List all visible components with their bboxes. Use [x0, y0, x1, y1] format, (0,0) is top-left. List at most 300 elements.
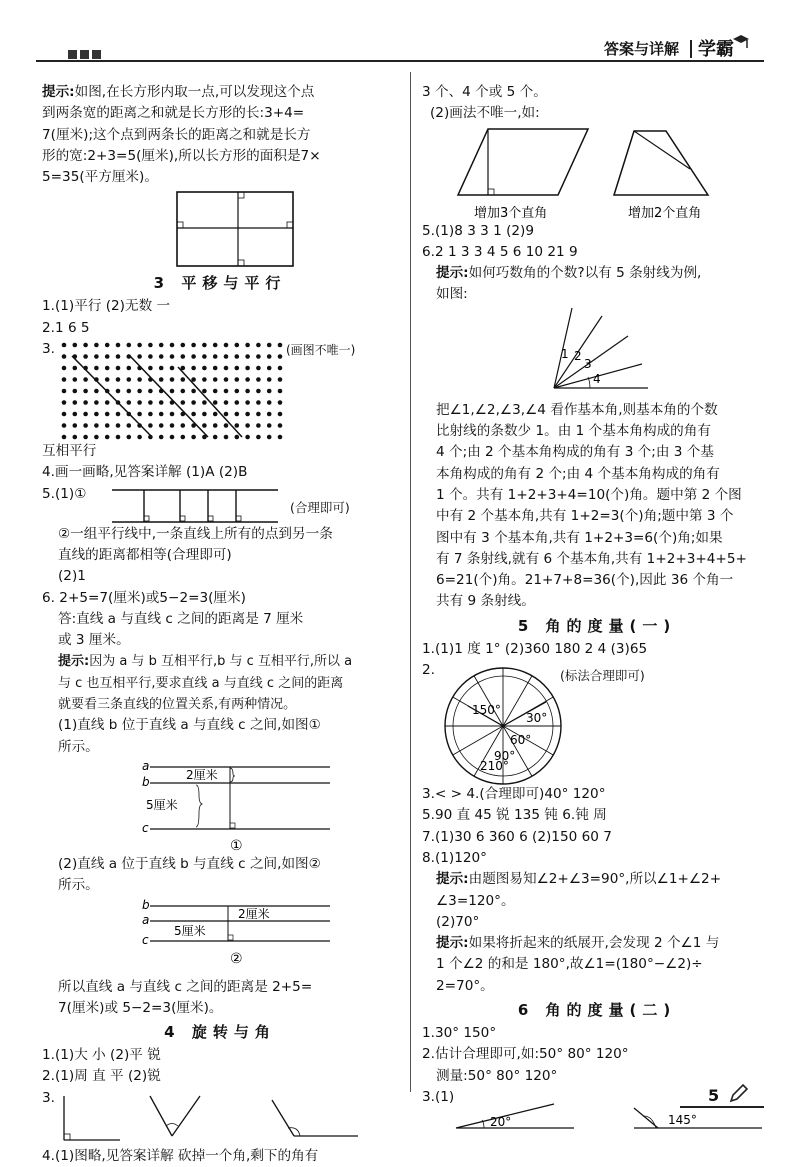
label-b: b [142, 774, 150, 789]
hint-line: 本角构成的角有 2 个;由 4 个基本角构成的角有 [436, 465, 720, 482]
pencil-icon [728, 1084, 748, 1104]
grid-dot [278, 389, 283, 394]
grid-dot [202, 377, 207, 382]
angle-label: 4 [593, 371, 601, 386]
grid-dot [94, 354, 99, 359]
column-divider [410, 72, 411, 1092]
grid-dot [73, 412, 78, 417]
grid-dot [213, 400, 218, 405]
answer-line: 7.(1)30 6 360 6 (2)150 60 7 [422, 828, 612, 845]
grid-dot [256, 343, 261, 348]
protractor-figure [422, 660, 772, 784]
grid-dot [62, 412, 67, 417]
hint-line [42, 651, 398, 672]
hint-line: 共有 9 条射线。 [436, 593, 535, 610]
hint-line: 4 个;由 2 个基本角构成的角有 3 个;由 3 个基 [436, 444, 714, 461]
grid-dot [256, 435, 261, 440]
grid-dot [202, 354, 207, 359]
distance-label: 5厘米 [146, 797, 178, 812]
answer-line: ②一组平行线中,一条直线上所有的点到另一条 [58, 525, 333, 542]
answer-line: 1.(1)大 小 (2)平 锐 [42, 1047, 161, 1064]
grid-dot [181, 389, 186, 394]
grid-dot [83, 389, 88, 394]
grid-dot [191, 377, 196, 382]
grid-dot [213, 377, 218, 382]
grid-dot [267, 423, 272, 428]
grid-dot [278, 366, 283, 371]
grid-dot [83, 354, 88, 359]
angle-label: 3 [584, 356, 592, 371]
label-a: a [142, 912, 150, 927]
grid-dot [278, 377, 283, 382]
grid-dot [148, 343, 153, 348]
grid-dot [127, 377, 132, 382]
angle-drawings [42, 1088, 398, 1146]
grid-dot [105, 400, 110, 405]
square-icon [92, 50, 101, 59]
grid-dot [245, 423, 250, 428]
answer-line: 所示。 [58, 877, 99, 894]
grid-dot [94, 389, 99, 394]
grid-dot [235, 412, 240, 417]
hint-line: 1 个∠2 的和是 180°,故∠1=(180°−∠2)÷ [436, 956, 703, 973]
distance-label: 2厘米 [186, 767, 218, 782]
grid-dot [105, 377, 110, 382]
grid-dot [116, 423, 121, 428]
right-angle-figures [422, 125, 772, 221]
grid-dot [213, 343, 218, 348]
grid-dot [170, 423, 175, 428]
grid-dot [256, 354, 261, 359]
grid-dot [159, 400, 164, 405]
label-a: a [142, 758, 150, 773]
grid-dot [83, 435, 88, 440]
grid-dot [62, 423, 67, 428]
grid-dot [105, 354, 110, 359]
angle-label: 30° [526, 711, 548, 726]
grid-dot [224, 366, 229, 371]
grid-dot [127, 389, 132, 394]
answer-line: 测量:50° 80° 120° [436, 1067, 558, 1084]
hint-text: 因为 a 与 b 互相平行,b 与 c 互相平行,所以 a [89, 654, 353, 670]
angle-label: 210° [480, 759, 509, 774]
figure-caption: 增加2个直角 [628, 205, 702, 221]
label-c: c [142, 932, 149, 947]
grid-dot [127, 343, 132, 348]
hint-text: 如何巧数角的个数?以有 5 条射线为例, [468, 265, 702, 282]
grid-dot [256, 400, 261, 405]
section-title-5: 5 角的度量(一) [517, 616, 677, 635]
grid-dot [235, 366, 240, 371]
grid-dot [73, 377, 78, 382]
hint-label: 提示: [436, 871, 469, 888]
answer-line: 8.(1)120° [422, 849, 487, 866]
hint-line: ∠3=120°。 [436, 892, 515, 909]
hint-line: 形的宽:2+3=5(厘米),所以长方形的面积是7× [42, 147, 321, 164]
hint-line: 图中有 3 个基本角,共有 1+2+3=6(个)角;如果 [436, 529, 723, 546]
hint-label: 提示: [436, 265, 469, 282]
grid-dot [116, 343, 121, 348]
grid-dot [83, 400, 88, 405]
grid-dot [202, 343, 207, 348]
grid-dot [256, 423, 261, 428]
grid-dot [278, 412, 283, 417]
hint-line [42, 82, 398, 103]
grid-dot [105, 412, 110, 417]
answer-line: 答:直线 a 与直线 c 之间的距离是 7 厘米 [58, 610, 304, 627]
answer-line: 5.(1)① [42, 485, 87, 502]
figure-note: (标法合理即可) [560, 668, 645, 684]
grid-dot [105, 423, 110, 428]
answer-line: 4.(1)图略,见答案详解 砍掉一个角,剩下的角有 [42, 1147, 319, 1164]
grid-dot [73, 389, 78, 394]
answer-line: 直线的距离都相等(合理即可) [58, 546, 232, 563]
grid-dot [94, 423, 99, 428]
grid-dot [267, 389, 272, 394]
grid-dot [181, 377, 186, 382]
grid-dot [235, 354, 240, 359]
grid-dot [191, 389, 196, 394]
hint-line: 1 个。共有 1+2+3+4=10(个)角。题中第 2 个图 [436, 486, 742, 503]
angle-shapes [60, 1094, 370, 1146]
grid-dot [105, 435, 110, 440]
figure-number: ② [230, 950, 243, 967]
grid-dot [137, 354, 142, 359]
grid-dot [213, 366, 218, 371]
grid-dot [202, 400, 207, 405]
grid-dot [181, 354, 186, 359]
grid-dot [159, 366, 164, 371]
hint-text: 如果将折起来的纸展开,会发现 2 个∠1 与 [468, 935, 720, 952]
figure-note: (合理即可) [290, 499, 350, 515]
grid-dot [191, 366, 196, 371]
grid-dot [245, 366, 250, 371]
grid-dot [170, 354, 175, 359]
grid-dot [245, 412, 250, 417]
grid-dot [159, 423, 164, 428]
grid-dot [62, 366, 67, 371]
answer-line: (2)1 [58, 568, 86, 585]
grid-dot [73, 435, 78, 440]
hint-line [422, 869, 772, 890]
figure-number: ① [230, 837, 243, 854]
hint-text: 如图,在长方形内取一点,可以发现这个点 [74, 84, 315, 100]
grid-dot [245, 354, 250, 359]
answer-line: 6.2 1 3 3 4 5 6 10 21 9 [422, 243, 578, 260]
grid-dot [245, 377, 250, 382]
grid-dot [224, 412, 229, 417]
angle-label: 2 [574, 348, 582, 363]
grid-dot [267, 354, 272, 359]
grid-dot [224, 423, 229, 428]
answer-line: 所以直线 a 与直线 c 之间的距离是 2+5= [58, 978, 313, 995]
grid-dot [148, 423, 153, 428]
grid-dot [94, 412, 99, 417]
answer-line: (1)直线 b 位于直线 a 与直线 c 之间,如图① [58, 717, 321, 734]
grid-dot [235, 423, 240, 428]
answer-line: 5.90 直 45 锐 135 钝 6.钝 周 [422, 807, 607, 824]
footer-rule [680, 1106, 764, 1108]
answer-line: 1.(1)1 度 1° (2)360 180 2 4 (3)65 [422, 640, 648, 657]
grid-dot [137, 435, 142, 440]
grid-dot [267, 366, 272, 371]
hint-line: 比射线的条数少 1。由 1 个基本角构成的角有 [436, 423, 711, 440]
answer-line: 3 个、4 个或 5 个。 [422, 84, 547, 100]
answer-line: 3.(1) [422, 1088, 455, 1105]
grid-dot [256, 412, 261, 417]
protractor-spoke [474, 676, 503, 726]
grid-dot [137, 377, 142, 382]
grid-dot [127, 423, 132, 428]
graduation-cap-icon [733, 34, 749, 52]
grid-dot [278, 354, 283, 359]
grid-dot [267, 343, 272, 348]
grid-dot [94, 366, 99, 371]
grid-dot [137, 389, 142, 394]
square-icon [80, 50, 89, 59]
grid-dot [213, 435, 218, 440]
parallel-lines-figure [42, 484, 398, 524]
grid-dot [256, 366, 261, 371]
grid-dot [83, 412, 88, 417]
grid-dot [224, 343, 229, 348]
grid-dot [170, 435, 175, 440]
page-number: 5 [708, 1086, 720, 1105]
answer-line: 5.(1)8 3 3 1 (2)9 [422, 222, 535, 239]
answer-line: 3.< > 4.(合理即可)40° 120° [422, 786, 606, 803]
grid-dot [224, 400, 229, 405]
answer-line: 1.30° 150° [422, 1025, 497, 1042]
grid-dot [62, 389, 67, 394]
grid-dot [235, 377, 240, 382]
grid-dot [181, 400, 186, 405]
answer-line: 或 3 厘米。 [58, 632, 130, 649]
grid-dot [256, 377, 261, 382]
grid-dot [116, 389, 121, 394]
hint-line [422, 263, 772, 284]
hint-line: 把∠1,∠2,∠3,∠4 看作基本角,则基本角的个数 [436, 401, 718, 418]
hint-line: 如图: [436, 286, 468, 303]
grid-dot [202, 423, 207, 428]
grid-dot [278, 423, 283, 428]
label-c: c [142, 820, 149, 835]
hint-line: 6=21(个)角。21+7+8=36(个),因此 36 个角一 [436, 572, 734, 589]
grid-dot [148, 400, 153, 405]
answer-line: 7(厘米)或 5−2=3(厘米)。 [58, 999, 223, 1016]
grid-dot [62, 377, 67, 382]
answer-line: (2)直线 a 位于直线 b 与直线 c 之间,如图② [58, 855, 321, 872]
grid-dot [267, 377, 272, 382]
grid-dot [148, 389, 153, 394]
grid-dot [191, 354, 196, 359]
grid-dot [213, 423, 218, 428]
grid-dot [116, 435, 121, 440]
grid-dot [62, 435, 67, 440]
hint-line: 就要看三条直线的位置关系,有两种情况。 [58, 697, 297, 713]
full-protractor [428, 662, 578, 786]
grid-dot [116, 377, 121, 382]
grid-dot [170, 412, 175, 417]
hint-line: 有 7 条射线,就有 6 个基本角,共有 1+2+3+4+5+ [436, 550, 747, 567]
grid-dot [105, 343, 110, 348]
grid-dot [202, 366, 207, 371]
grid-dot [224, 354, 229, 359]
grid-dot [137, 343, 142, 348]
grid-dot [224, 377, 229, 382]
grid-dot [191, 435, 196, 440]
hint-line: 5=35(平方厘米)。 [42, 169, 158, 186]
distance-label: 5厘米 [174, 923, 206, 938]
grid-dot [202, 412, 207, 417]
label-b: b [142, 897, 150, 912]
hint-line [422, 933, 772, 954]
grid-dot [245, 435, 250, 440]
grid-dot [213, 389, 218, 394]
grid-dot [94, 435, 99, 440]
grid-dot [73, 423, 78, 428]
distance-figure-2 [42, 897, 398, 977]
grid-dot [278, 400, 283, 405]
grid-dot [224, 389, 229, 394]
grid-dot [213, 354, 218, 359]
grid-dot [83, 343, 88, 348]
square-icon [68, 50, 77, 59]
grid-dot [105, 366, 110, 371]
grid-dot [235, 400, 240, 405]
figure-note: (画图不唯一) [286, 343, 356, 358]
grid-dot [73, 343, 78, 348]
answer-line: (2)画法不唯一,如: [430, 105, 540, 122]
rays-figure [422, 306, 772, 400]
grid-dot [148, 412, 153, 417]
grid-dot [245, 389, 250, 394]
grid-dot [73, 400, 78, 405]
grid-dot [159, 412, 164, 417]
grid-dot [235, 343, 240, 348]
grid-dot [256, 389, 261, 394]
figure-caption: 互相平行 [42, 443, 97, 460]
grid-dot [159, 377, 164, 382]
grid-dot [159, 354, 164, 359]
hint-label: 提示: [58, 654, 90, 670]
grid-dot [159, 343, 164, 348]
grid-dot [267, 412, 272, 417]
right-column [422, 82, 772, 1132]
grid-dot [62, 343, 67, 348]
grid-dot [73, 366, 78, 371]
angle-label: 20° [490, 1115, 512, 1130]
grid-dot [181, 423, 186, 428]
answer-line: 2.(1)周 直 平 (2)锐 [42, 1068, 161, 1085]
grid-dot [181, 435, 186, 440]
grid-dot [94, 343, 99, 348]
section-title-6: 6 角的度量(二) [517, 1001, 677, 1020]
grid-dot [137, 412, 142, 417]
answer-line: 6. 2+5=7(厘米)或5−2=3(厘米) [42, 589, 246, 606]
grid-dot [191, 412, 196, 417]
section-title-4: 4 旋转与角 [164, 1023, 276, 1042]
answer-line: 所示。 [58, 738, 99, 755]
angle-label: 145° [668, 1113, 697, 1128]
answer-line: 1.(1)平行 (2)无数 一 [42, 298, 171, 315]
figure-caption: 增加3个直角 [474, 205, 548, 221]
answer-line: 2.1 6 5 [42, 319, 90, 336]
grid-dot [170, 377, 175, 382]
header-rule [36, 60, 764, 62]
grid-dot [213, 412, 218, 417]
rectangle-figure [42, 188, 398, 270]
grid-dot [170, 343, 175, 348]
hint-line: 与 c 也互相平行,要求直线 a 与直线 c 之间的距离 [58, 675, 344, 691]
distance-label: 2厘米 [238, 906, 270, 921]
grid-dot [267, 400, 272, 405]
answer-line: 2.估计合理即可,如:50° 80° 120° [422, 1046, 629, 1063]
header-brand: 学霸 [698, 39, 734, 60]
grid-dot [235, 389, 240, 394]
hint-text: 由题图易知∠2+∠3=90°,所以∠1+∠2+ [468, 871, 722, 888]
hint-line: 2=70°。 [436, 977, 494, 994]
grid-dot [267, 435, 272, 440]
grid-dot [116, 412, 121, 417]
grid-dot [62, 354, 67, 359]
answer-number: 3. [42, 341, 55, 358]
answer-line: (2)70° [436, 913, 480, 930]
grid-dot [137, 400, 142, 405]
grid-dot [202, 389, 207, 394]
grid-dot [83, 377, 88, 382]
grid-dot [83, 423, 88, 428]
grid-dot [148, 354, 153, 359]
dot-grid [60, 341, 286, 441]
grid-dot [127, 435, 132, 440]
dot-grid-figure [42, 339, 398, 447]
grid-dot [191, 343, 196, 348]
header-separator [690, 40, 692, 58]
angle-label: 90° [494, 749, 516, 764]
hint-label: 提示: [436, 935, 469, 952]
angle-label: 1 [561, 346, 569, 361]
left-column [42, 82, 398, 1167]
answer-line: 4.画一画略,见答案详解 (1)A (2)B [42, 464, 248, 481]
hint-line: 中有 2 个基本角,共有 1+2=3(个)角;题中第 3 个 [436, 508, 734, 525]
hint-line: 7(厘米);这个点到两条长的距离之和就是长方 [42, 126, 311, 143]
angle-label: 150° [472, 703, 501, 718]
grid-dot [159, 435, 164, 440]
parallel-line [178, 367, 242, 437]
parallel-lines [112, 488, 282, 524]
distance-figure-1 [42, 758, 398, 854]
section-title-3: 3 平移与平行 [153, 274, 287, 293]
grid-dot [148, 366, 153, 371]
grid-dot [245, 400, 250, 405]
grid-dot [181, 343, 186, 348]
grid-dot [245, 343, 250, 348]
grid-dot [191, 400, 196, 405]
grid-dot [127, 400, 132, 405]
header-title: 答案与详解 [604, 40, 680, 58]
grid-dot [127, 366, 132, 371]
grid-dot [278, 343, 283, 348]
grid-dot [116, 354, 121, 359]
hint-line: 到两条宽的距离之和就是长方形的长:3+4= [42, 105, 305, 122]
grid-dot [278, 435, 283, 440]
angle-label: 60° [510, 733, 532, 748]
answer-number: 2. [422, 662, 435, 679]
grid-dot [116, 366, 121, 371]
grid-dot [235, 435, 240, 440]
grid-dot [94, 400, 99, 405]
grid-dot [224, 435, 229, 440]
